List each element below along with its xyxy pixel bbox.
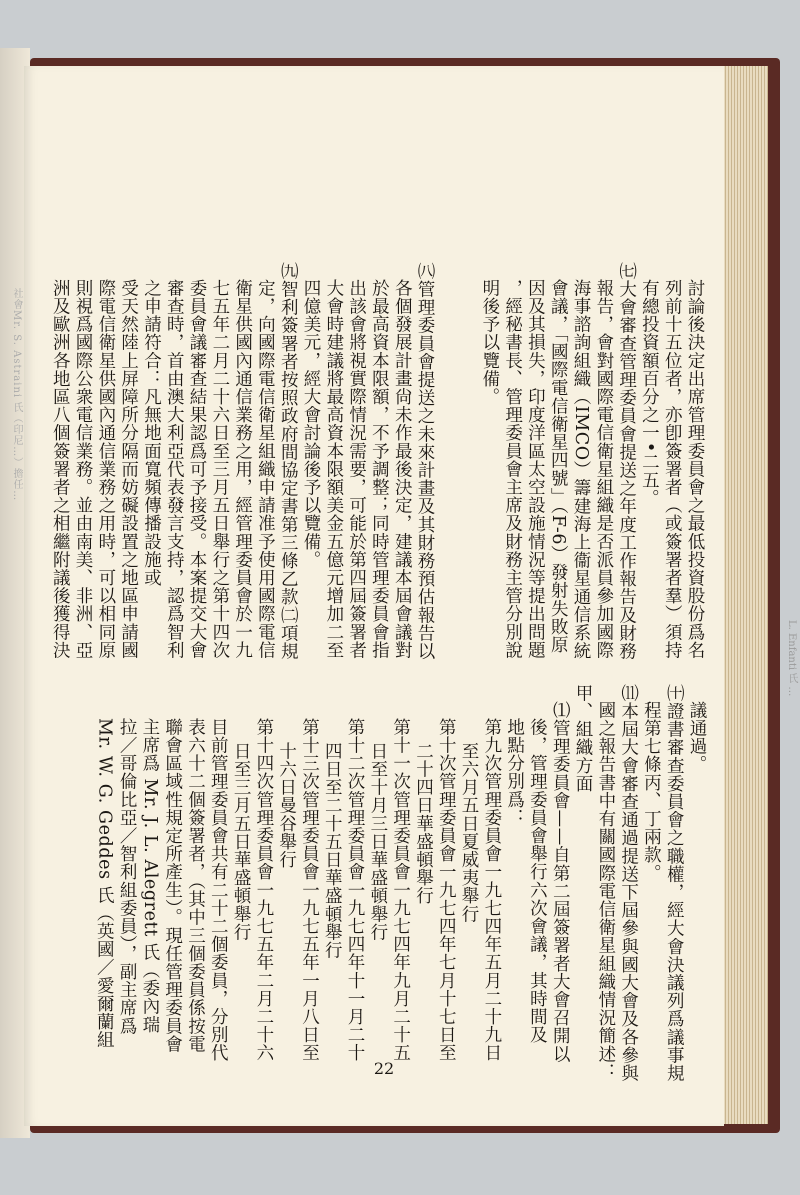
text-line: 因及其損失，印度洋區太空設施情況等提出問題 [525,279,546,660]
text-line: 第十四次管理委員會一九七五年二月二十六 [253,718,274,1062]
text-line: 十六日曼谷舉行 [276,742,297,869]
text-line: 聯會區域性規定所產生）。現任管理委員會 [162,718,183,1054]
text-line: 目前管理委員會共有二十二個委員，分別代 [208,718,229,1062]
text-line: 甲、組織方面 [573,684,594,793]
text-line: ，經秘書長、管理委員會主席及財務主管分別說 [502,279,523,660]
text-line: 拉／哥倫比亞／智利組委員），副主席爲 [117,718,138,1036]
text-block-upper-right [436,262,706,694]
text-line: 洲及歐洲各地區八個簽署者之相繼附議後獲得決 [50,279,71,660]
text-line: 受天然陸上屏障所分隔而妨礙設置之地區申請國 [118,279,139,660]
text-line: 第十三次管理委員會一九七五年一月八日至 [299,718,320,1062]
page-number: 22 [373,1059,395,1078]
text-line: 第十次管理委員會一九七四年七月十七日至 [436,718,457,1062]
page-stack-edges [720,66,768,1124]
text-line: 七五年二月二十六日至三月五日舉行之第十四次 [209,279,230,660]
text-line: 各個發展計畫尙未作最後決定，建議本屆會議對 [392,279,413,660]
text-line: 有總投資額百分之一•二五。 [639,279,660,508]
text-line: ⑴管理委員會——自第二屆簽署者大會召開以 [550,701,571,1063]
text-line: ㈨智利簽署者按照政府間協定書第三條乙款㈡項規 [278,262,299,661]
text-line: ㈩證書審查委員會之職權，經大會決議列爲議事規 [664,684,685,1083]
text-line: 後，管理委員會舉行六次會議，其時間及 [527,718,548,1044]
text-line: 衛星供國內通信業務之用，經管理委員會於一九 [232,279,253,660]
text-line: 會議，「國際電信衛星四號」（F-6）發射失敗原 [548,279,569,654]
text-line: ㈧管理委員會提送之未來計畫及其財務預估報告以 [415,262,435,661]
text-line: 則視爲國際公衆電信業務。並由南美、非洲、亞 [73,279,94,660]
text-line: 出該會將視實際情況需要，可能於第四屆簽署者 [346,279,367,660]
text-line: 國之報告書中有關國際電信衛星組織情況簡述： [595,701,616,1082]
right-bleed-text: L. Enfanti 氏 … [786,620,797,697]
text-line: Mr. W. G. Geddes 氏（英國／愛爾蘭組 [94,718,115,1049]
adjacent-page-bleed-text: 社會Mr. S. Astraini 氏（印尼…）擔任… [11,288,22,502]
text-line: 地點分別爲： [504,718,525,827]
text-line: 委員會議審查結果認爲可予接受。本案提交大會 [187,279,208,660]
text-line: 第十一次管理委員會一九七四年九月二十五 [390,718,411,1062]
text-line: 四億美元，經大會討論後予以覽備。 [301,279,322,569]
text-line: 程第七條丙、丁兩款。 [641,701,662,882]
text-line: 定，向國際電信衛星組織申請准予使用國際電信 [255,279,276,660]
text-line: 報告，會對國際電信衛星組織是否派員參加國際 [593,279,614,660]
text-block-upper-left [50,262,436,694]
text-line: 審查時，首由澳大利亞代表發言支持，認爲智利 [164,279,185,660]
text-line: 主席爲 Mr. J. L. Alegrett 氏（委內瑞 [139,718,160,1034]
text-line: 討論後決定出席管理委員會之最低投資股份爲名 [685,279,705,660]
book-page [24,66,724,1126]
text-line: 至六月五日夏威夷舉行 [459,742,480,923]
text-line: 之申請符合：凡無地面寬頻傳播設施或 [141,279,162,587]
text-line: 日至三月五日華盛頓舉行 [231,742,252,942]
text-line: 二十四日華盛頓舉行 [413,742,434,905]
text-line: 列前十五位者，亦卽簽署者（或簽署者羣）須持 [662,279,683,660]
text-line: 第十二次管理委員會一九七四年十一月二十 [345,718,366,1062]
text-line: 議通過。 [687,701,707,774]
text-line: ⑾本屆大會審查通過提送下屆參與國大會及各參與 [618,684,639,1083]
text-line: 際電信衛星供國內通信業務之用時，可以相同原 [95,279,116,660]
text-line: 日至十月三日華盛頓舉行 [367,742,388,942]
text-line: ㈦大會審查管理委員會提送之年度工作報告及財務 [616,262,637,661]
text-line: 海事諮詢組織（IMCO）籌建海上衞星通信系統 [571,279,592,660]
text-line: 第九次管理委員會一九七四年五月二十九日 [481,718,502,1062]
text-line: 四日至二十五日華盛頓舉行 [322,742,343,960]
text-line: 表六十二個簽署者，（其中三個委員係按電 [185,718,206,1054]
text-line: 於最高資本限額，不予調整；同時管理委員會指 [369,279,390,660]
text-line: 明後予以覽備。 [479,279,500,406]
text-line: 大會時建議將最高資本限額美金五億元增加二至 [323,279,344,660]
